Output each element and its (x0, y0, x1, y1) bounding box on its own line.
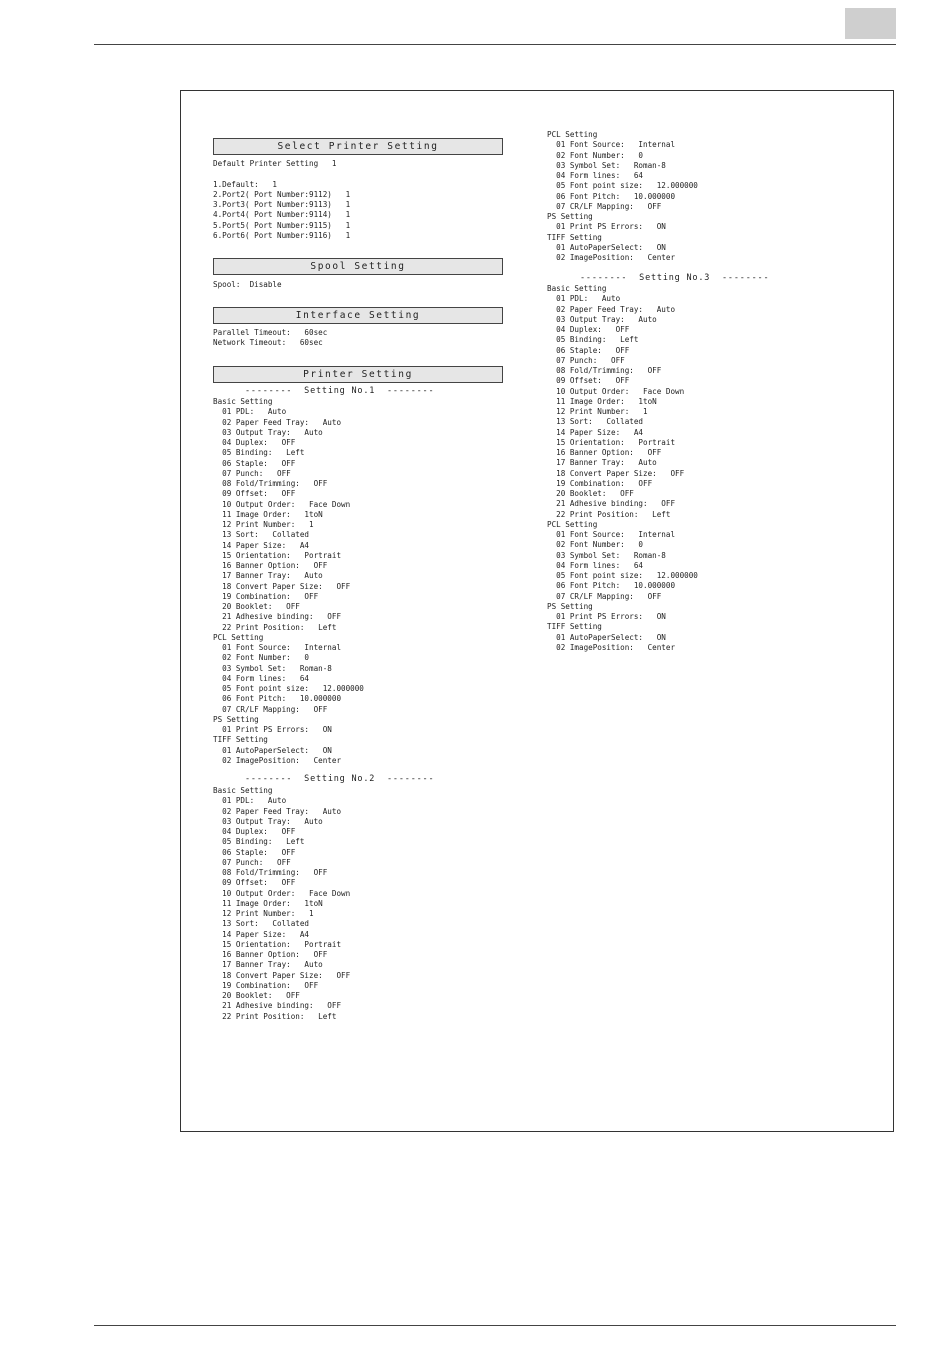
setting-line: 02 ImagePosition: Center (547, 642, 676, 652)
setting-line: 04 Duplex: OFF (547, 325, 630, 334)
setting-line: 10 Output Order: Face Down (547, 386, 685, 396)
setting3-separator: -------- Setting No.3 -------- (580, 273, 770, 283)
setting-line: 18 Convert Paper Size: OFF (547, 468, 685, 478)
setting-line: 05 Font point size: 12.000000 (213, 684, 364, 693)
setting-line: 13 Sort: Collated (213, 530, 310, 540)
setting-line: 21 Adhesive binding: OFF (547, 499, 676, 509)
setting-line: 01 Font Source: Internal (547, 530, 676, 539)
setting-line: 19 Combination: OFF (547, 478, 653, 488)
setting-line: 20 Booklet: OFF (213, 602, 300, 611)
setting-line: 17 Banner Tray: Auto (547, 458, 657, 468)
interface-block (213, 328, 327, 349)
setting-line: 12 Print Number: 1 (213, 520, 314, 529)
setting-line: 15 Orientation: Portrait (213, 550, 342, 560)
setting-line: 02 Paper Feed Tray: Auto (213, 417, 342, 427)
setting2-separator: -------- Setting No.2 -------- (245, 774, 435, 784)
setting-line: 14 Paper Size: A4 (213, 540, 310, 550)
setting-line: 18 Convert Paper Size: OFF (213, 970, 351, 980)
setting-line: 13 Sort: Collated (547, 417, 644, 427)
setting-line: 05 Binding: Left (213, 448, 305, 458)
setting-line: TIFF Setting (547, 622, 602, 632)
setting-line: 02 Font Number: 0 (213, 653, 310, 663)
interface-banner: Interface Setting (213, 307, 503, 324)
setting-line: 07 Punch: OFF (213, 857, 291, 867)
setting-line: 10 Output Order: Face Down (213, 499, 351, 509)
setting-line: 20 Booklet: OFF (547, 489, 634, 498)
setting-line: 01 PDL: Auto (213, 796, 287, 806)
setting-line: PCL Setting (213, 632, 264, 642)
setting-line: 14 Paper Size: A4 (547, 427, 644, 437)
setting-line: 04 Duplex: OFF (213, 827, 296, 836)
setting-line: 01 Font Source: Internal (213, 643, 342, 652)
setting2-block (213, 786, 350, 1022)
select-printer-block (213, 159, 350, 241)
setting-line: 01 PDL: Auto (213, 407, 287, 417)
setting-line: 03 Output Tray: Auto (547, 314, 657, 324)
setting-line: 2.Port2( Port Number:9112) 1 (213, 189, 351, 199)
setting-line: 11 Image Order: 1toN (213, 509, 323, 519)
footer-rule (94, 1325, 896, 1326)
setting-line: 11 Image Order: 1toN (213, 898, 323, 908)
setting-line: PCL Setting (547, 519, 598, 529)
setting-line: 02 Font Number: 0 (547, 150, 644, 160)
setting-line: 4.Port4( Port Number:9114) 1 (213, 210, 351, 220)
setting-line: 21 Adhesive binding: OFF (213, 612, 342, 622)
setting-line: 01 Print PS Errors: ON (213, 725, 332, 734)
setting-line: 11 Image Order: 1toN (547, 396, 657, 406)
setting-line: 07 Punch: OFF (213, 468, 291, 478)
setting-line: Basic Setting (547, 284, 607, 293)
setting-line: 08 Fold/Trimming: OFF (213, 868, 328, 877)
setting-line: 03 Output Tray: Auto (213, 427, 323, 437)
setting-line: 05 Font point size: 12.000000 (547, 571, 698, 580)
setting-line: Default Printer Setting 1 (213, 159, 337, 168)
setting-line: 01 PDL: Auto (547, 294, 621, 304)
setting3-block (547, 284, 698, 653)
setting-line: 19 Combination: OFF (213, 980, 319, 990)
setting-line: 01 AutoPaperSelect: ON (547, 242, 666, 252)
setting-line: 08 Fold/Trimming: OFF (547, 366, 662, 375)
setting-line: TIFF Setting (547, 232, 602, 242)
setting-line: 17 Banner Tray: Auto (213, 960, 323, 970)
setting-line: 04 Duplex: OFF (213, 438, 296, 447)
setting-line: PS Setting (547, 212, 593, 221)
setting-line: 13 Sort: Collated (213, 919, 310, 929)
setting-line: 02 ImagePosition: Center (547, 253, 676, 262)
setting1-separator: -------- Setting No.1 -------- (245, 386, 435, 396)
setting-line: Basic Setting (213, 397, 273, 406)
setting-line: 03 Symbol Set: Roman-8 (213, 663, 332, 673)
setting-line: PCL Setting (547, 130, 598, 139)
header-rule (94, 44, 896, 45)
setting-line: 03 Symbol Set: Roman-8 (547, 160, 666, 170)
setting-line: Basic Setting (213, 786, 273, 795)
setting-line: 1.Default: 1 (213, 179, 278, 189)
printer-setting-banner: Printer Setting (213, 366, 503, 383)
setting-line: 14 Paper Size: A4 (213, 929, 310, 939)
setting-line: 01 AutoPaperSelect: ON (213, 745, 332, 755)
setting-line (213, 169, 350, 179)
spool-block (213, 280, 282, 290)
setting-line: 15 Orientation: Portrait (213, 939, 342, 949)
setting-line: 02 Font Number: 0 (547, 540, 644, 550)
setting-line: Network Timeout: 60sec (213, 338, 323, 348)
setting-line: 05 Binding: Left (213, 837, 305, 847)
setting-line: 15 Orientation: Portrait (547, 437, 676, 447)
setting-line: 03 Symbol Set: Roman-8 (547, 550, 666, 560)
setting-line: 06 Font Pitch: 10.000000 (213, 694, 342, 704)
setting-line: 09 Offset: OFF (213, 489, 296, 499)
setting-line: 06 Font Pitch: 10.000000 (547, 581, 676, 591)
setting-line: PS Setting (547, 601, 593, 611)
setting-line: 05 Font point size: 12.000000 (547, 181, 698, 191)
setting-line: 22 Print Position: Left (213, 1011, 337, 1021)
setting-line: 3.Port3( Port Number:9113) 1 (213, 200, 351, 209)
setting-line: Spool: Disable (213, 280, 282, 289)
setting-line: 07 CR/LF Mapping: OFF (547, 201, 662, 211)
setting-line: 06 Font Pitch: 10.000000 (547, 191, 676, 201)
setting-line: 12 Print Number: 1 (547, 407, 648, 416)
setting2-continued-block (547, 130, 698, 263)
setting-line: 01 Print PS Errors: ON (547, 222, 666, 232)
setting-line: 6.Port6( Port Number:9116) 1 (213, 230, 351, 240)
setting-line: 04 Form lines: 64 (547, 560, 644, 570)
setting-line: 01 Font Source: Internal (547, 140, 676, 150)
setting-line: 07 CR/LF Mapping: OFF (213, 704, 328, 714)
setting-line: 21 Adhesive binding: OFF (213, 1001, 342, 1011)
setting-line: 12 Print Number: 1 (213, 909, 314, 918)
setting-line: 04 Form lines: 64 (547, 171, 644, 180)
setting-line: 03 Output Tray: Auto (213, 816, 323, 826)
setting-line: 16 Banner Option: OFF (213, 561, 328, 570)
setting-line: 01 Print PS Errors: ON (547, 612, 666, 621)
setting1-block (213, 397, 364, 766)
setting-line: 02 Paper Feed Tray: Auto (213, 806, 342, 816)
setting-line: 02 Paper Feed Tray: Auto (547, 304, 676, 314)
setting-line: 20 Booklet: OFF (213, 991, 300, 1000)
setting-line: 16 Banner Option: OFF (213, 950, 328, 959)
setting-line: 18 Convert Paper Size: OFF (213, 581, 351, 591)
setting-line: 01 AutoPaperSelect: ON (547, 632, 666, 642)
setting-line: 5.Port5( Port Number:9115) 1 (213, 220, 351, 230)
setting-line: 06 Staple: OFF (547, 345, 630, 355)
setting-line: 06 Staple: OFF (213, 458, 296, 468)
setting-line: 09 Offset: OFF (547, 376, 630, 386)
setting-line: 04 Form lines: 64 (213, 673, 310, 683)
select-printer-banner: Select Printer Setting (213, 138, 503, 155)
setting-line: 06 Staple: OFF (213, 847, 296, 857)
setting-line: 07 CR/LF Mapping: OFF (547, 591, 662, 601)
setting-line: 08 Fold/Trimming: OFF (213, 479, 328, 488)
setting-line: 07 Punch: OFF (547, 355, 625, 365)
spool-banner: Spool Setting (213, 258, 503, 275)
setting-line: 02 ImagePosition: Center (213, 755, 342, 765)
setting-line: Parallel Timeout: 60sec (213, 328, 328, 337)
setting-line: 09 Offset: OFF (213, 878, 296, 888)
setting-line: 22 Print Position: Left (547, 509, 671, 519)
setting-line: 19 Combination: OFF (213, 591, 319, 601)
setting-line: 16 Banner Option: OFF (547, 448, 662, 457)
setting-line: 17 Banner Tray: Auto (213, 571, 323, 581)
setting-line: PS Setting (213, 714, 259, 724)
setting-line: 10 Output Order: Face Down (213, 888, 351, 898)
page-corner-tab (845, 8, 896, 39)
setting-line: 22 Print Position: Left (213, 622, 337, 632)
setting-line: TIFF Setting (213, 735, 268, 745)
setting-line: 05 Binding: Left (547, 335, 639, 345)
